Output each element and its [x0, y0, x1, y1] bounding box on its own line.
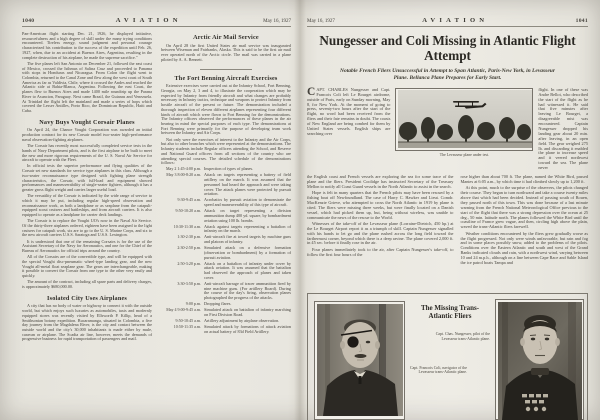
body-right-column — [460, 175, 588, 267]
schedule-row — [161, 308, 291, 317]
heading-navy-corsair: Navy Buys Vought Corsair Planes — [39, 118, 135, 126]
schedule-desc: Simulated attack by formations of attack aviation on actual battery of 83d Field Artillery. — [204, 323, 291, 334]
paragraph: Witnesses of the take-off of the Levasseur plane (Lorraine-Dietrich, 450 hp.) at the Le Bourget Airport report it as a triumph of skill. Captain Nungesser signalled with his hands to let go and the plane rushed across the long field toward the farthermost corner, beyond which there is a deep ravine. The plane covered 2,000 ft. in 45 sec. before it finally rose in the air. — [307, 220, 454, 246]
paragraph: The amount of the contract, including all spare parts and delivery charges, is approximately $680,000.00. — [22, 279, 152, 289]
paragraph: The five planes left San Antonio on December 21, followed the east coast of Mexico, crossed the Isthmus of Salina Cruz and proceeded to Panama with stops in Honduras and Nicaragua. From Colon the flight went to Colombia, returned to the Canal Zone and flew along the west coast of South America as far as Valdivia, Chile, where it crossed the Andes and reached the Atlantic side at Bahia-Blanca, Argentina. Following the east Coast, the planes flew to Buenos Aires and made 1400 mile roundtrip up the Parana River to Asuncion, Paraguay. Next came Brazil, the Guianas and Venezuela. At Trinidad the flight left the mainland and made a series of hops which covered the Lesser Antilles, Porto Rico, the Dominican Republic, Haiti and Cuba. — [22, 60, 152, 114]
coli-portrait-photo — [314, 301, 405, 420]
journal-title: AVIATION — [115, 17, 182, 24]
schedule-row — [161, 225, 291, 234]
intro-column — [307, 88, 390, 171]
journal-title: AVIATION — [422, 17, 489, 24]
paragraph: In official tests the superior performance and flying qualities of the Corsair set new standards for service type airplanes in this class. Although a two-seater reconnaissance type designed with fighting plane strength characteristics, the Corsair, with full-load and equipment showed performances and maneuverability of single-seater fighters, although it has a greater gross flight weight and carries larger useful load. — [22, 163, 152, 193]
schedule-row — [161, 282, 291, 301]
levasseur-plane-photo-image — [398, 90, 532, 148]
schedule-row — [161, 319, 291, 324]
paragraph: On April 24, the Chance Vought Corporation was awarded an initial production contract for its new Corsair model two-seater high-performance naval observation-fighting airplanes. — [22, 127, 152, 142]
paragraph: On April 28 the first United States air mail service was inaugurated between Wiseman and Fairbanks, Alaska. This is said to be the first air mail ever operated north of the Arctic circle. The mail was carried in a plane piloted by A. A. Bennett. — [161, 42, 291, 62]
schedule-time: 10:30-11:30 a.m. — [173, 223, 201, 229]
schedule-desc: Attack against targets representing a battalion of infantry on the march. — [204, 223, 291, 234]
paragraph: Pan-American flight starting Dec. 21, 1926, he displayed initiative, resourcefulness and a high degree of skill under the many trying conditions encountered. Tireless energy, sound judgment and personal courage characterized his contribution to the success of the expedition until Feb. 26, 1927, when, due to an accident at Buenos Aires, Argentina, resulting in the complete destruction of his airplane, he made the supreme sacrifice." — [22, 32, 152, 60]
schedule-row — [161, 262, 291, 281]
schedule-time: 2:30-2:50 p.m. — [177, 245, 201, 251]
intro-right-column: flight. In one of these was Andre Bellot, who described the start of the flight as he had witnessed it. He said that five minutes after leaving Le Bourget, a disagreeable mist was encountered. Captain Nungesser dropped his landing gear about 20 min. after leaving, in an open field. The gear weighed 275 lb. and discarding it enabled the plane to increase speed and it veered northwest toward the sea. The plane never — [538, 86, 588, 171]
left-page-column-2 — [161, 32, 291, 420]
article-top-row — [307, 88, 588, 171]
schedule-desc: Anti-aircraft barrage of tracer ammunition fired by nine machine guns. (For artillery Board). During the course of the day's firing, observation planes photographed the progress of the attacks. — [204, 280, 291, 301]
schedule-time: 1:30-2:30 p.m. — [177, 234, 201, 240]
page-left-header — [22, 0, 291, 27]
issue-date: May 16, 1927 — [307, 19, 335, 24]
schedule-desc: Acrobatics by pursuit aviation to demonstrate the speed and maneuverability of this type of aircraft. — [204, 197, 291, 208]
plane-photo-block — [395, 88, 533, 171]
paragraph: Not only were the exercises of interest to the Infantry and the Air Corps, but also to other branches which were represented at the demonstrations. The Infantry students include Regular officers attending the School, and Reserve and National Guard officers from all sections of the country who are attending special courses. The detailed schedule of the demonstrations follows: — [161, 136, 291, 166]
schedule-row — [161, 246, 291, 260]
schedule-row — [161, 235, 291, 244]
schedule-row — [161, 325, 291, 334]
schedule-time: 9:50-10:20 a.m. — [175, 208, 201, 214]
paragraph: Extensive exercises were carried out at the Infantry School, Fort Benning, Georgia, on May 2, 3 and 4, to illustrate the cooperation which may be expected by Infantry from friendly aircraft and what changes are probably necessary in Infantry tactics, technique and weapons to protect Infantry from hostile aircraft of the present or future. The demonstration included a thorough inspection of eleven different airplanes representing four different kinds of aircraft which were flown to Fort Benning for the demonstrations. The Infantry officers observed the performances of these planes in the air bearing in mind the special purposes of each type. The demonstrations at Fort Benning were primarily for the purpose of developing team work between the Infantry and Air Corps. — [161, 83, 291, 136]
schedule-time: 2:50-3:20 p.m. — [177, 260, 201, 266]
schedule-time: 10:50-11:35 a.m. — [173, 323, 201, 329]
schedule-time: May 2 1:45-4:00 p.m. — [166, 166, 201, 172]
coli-portrait-image — [317, 304, 403, 416]
schedule-time: 3:30-3:50 p.m. — [177, 280, 201, 286]
schedule-desc: Attack on target representing a division ammunition dump 400 yd. square, by bombardment aviation using 100 lb. bombs. — [204, 208, 291, 223]
left-page-columns — [22, 32, 291, 420]
schedule-desc: Artillery adjustment by airplane observation. — [204, 317, 280, 323]
body-left-column — [307, 175, 453, 267]
heading-isolated-city: Isolated City Uses Airplanes — [46, 294, 128, 302]
paragraph: At this point, much to the surprise of the observers, the pilots changed their course. They began to turn northward and take a course twenty miles above that which had been decided. Instead of passing south of Rouen, they passed north of this town. This was done because of a last minute warning from the French National Meteorological Office previous to the start of the flight that there was a strong depression over the ocean at 25 deg., 50 min. latitude north. The planes followed the White Bird until the coastline of France grew vague, and then, circling high above the plain, waved the trans-Atlantic fliers farewell. — [460, 185, 588, 230]
page-right-header — [307, 0, 588, 27]
left-page-column-1 — [22, 32, 152, 420]
schedule-time: 9:50-10:45 a.m. — [175, 317, 201, 323]
page-right — [300, 0, 600, 420]
plane-photo — [395, 88, 533, 151]
issue-date: May 16, 1927 — [263, 19, 291, 24]
article-mid-row — [307, 175, 588, 267]
schedule-time: May 3 8:00-8:20 a.m. — [166, 172, 201, 178]
right-page-flow — [307, 0, 588, 293]
paragraph: Four planes immediately took to the air, after Captain Nungesser's take-off, to follow the first four hours of the — [307, 246, 454, 257]
schedule-desc: Dropping flares. — [204, 301, 232, 307]
paragraph: All of the Corsairs are of the convertible type, and will be equipped with the special Vought disc-pneumatic wheel-type landing gear, and the new Vought all-metal float seaplane gear. The gears are interchangeable, making it possible to convert the Corsair from one type to the other very easily and quickly. — [22, 254, 152, 279]
paragraph: the English coast and French vessels are exploring the sea for some trace of the plane and the fliers. President Coolidge has instructed Secretary of the Treasury Mellon to notify all Coast Guard vessels in the North Atlantic to assist in the search. — [307, 174, 454, 189]
page-number: 1041 — [575, 18, 588, 24]
schedule-row — [161, 173, 291, 197]
schedule-row — [161, 302, 291, 307]
coli-caption: Capt. Francois Coli, navigator of the Levasseur trans-Atlantic plane. — [410, 365, 467, 375]
paragraph: It is understood that one of the remaining Corsairs is for the use of the Assistant Secretary of the Navy for Aeronautics, and one for the Chief of the Bureau of Aeronautics for official trips around the country. — [22, 238, 152, 254]
schedule-row — [161, 167, 291, 172]
schedule-row — [161, 209, 291, 223]
schedule-time: 9:30-9:45 a.m. — [177, 197, 201, 203]
plane-photo-caption: The Levasseur plane under test. — [439, 152, 490, 157]
section-divider-rule — [200, 69, 252, 70]
schedule-time: 9:00 p.m. — [185, 301, 201, 307]
schedule-desc: Attack on targets representing a battery of field artillery on the march. It was assumed that the personnel had heard the approach and were taking cover. The attack planes were protected by pursuit aviation. — [204, 172, 291, 197]
paragraph: Weather conditions encountered by the fliers grew gradually worse as the flight progressed. Not only were winds unfavorable, but rain and fog and in some places possibly snow, added to the problems of the pilots. Conditions over the Eastern Atlantic and south and west of the Grand Banks indicated clouds and rain, with a northwest wind, varying between 10 and 24 m.p.h., although on a line between Cape Race and Sable Island the ice patrol boats Tampa and — [460, 230, 588, 265]
schedule-time: May 4 9:00-9:45 a.m. — [166, 307, 201, 313]
paragraph: The versatility of the Corsair is indicated by the wide range of service to which it may be put, including regular high-speed observation and reconnaissance work, as both a landplane or as seaplane from the catapult-equipped scout cruisers and battleships, and from aircraft carriers. It is also equipped to operate as a landplane for carrier deck landings. — [22, 193, 152, 218]
schedule-row — [161, 198, 291, 207]
paragraph: A city that has no body of water or highway to connect it with the outside world, but which enjoys such luxuries as automobiles, taxis and modernly equipped stores was recently visited by Ellsworth P. Killip, head of a Smithsonian botany expedition. Bucaramanga, situated in Colombia, a five day journey from the Magdalena River, is the city and contact between the outside world and the city's 30,000 inhabitants is made either by mule, caravan or airplane. The Scadta air line, however, meets the demands of progressive business for rapid transportation of passengers and mail. — [22, 303, 152, 342]
article-title: Nungesser and Coli Missing in Atlantic Flight Attempt — [319, 33, 576, 63]
schedule-desc: Simulated attack on battalion of infantry marching on First Division Road. — [204, 307, 291, 317]
schedule-desc: Inspection of types of planes. — [204, 166, 254, 172]
heading-fort-benning: The Fort Benning Aircraft Exercises — [174, 74, 278, 82]
paragraph: The Corsair has recently most successfully completed service tests in the hands of Navy Department pilots, and is the first airplane to be built to meet the new and more rigorous requirements of the U. S. Naval Air Service for aircraft to operate with the Fleet. — [22, 143, 152, 163]
schedule-desc: Simulated attack on a defensive formation (observation or bombardment) by a formation of pursuit aviation. — [204, 245, 291, 260]
paragraph: rose higher than about 700 ft. The plane, named the White Bird, passed Mantes at 6:05 a.m., by which time it had climbed slowly up to 1,200 ft. — [460, 174, 588, 184]
drop-cap: C — [307, 86, 316, 99]
missing-fliers-feature-box — [307, 293, 588, 420]
nungesser-portrait-photo — [495, 299, 584, 420]
page-number: 1040 — [22, 18, 35, 24]
nungesser-portrait-image — [498, 302, 582, 420]
schedule-desc: Anti-aircraft fire at towed targets by machine guns and platoon of infantry. — [204, 234, 291, 245]
missing-fliers-captions — [409, 299, 491, 420]
paragraph: The Corsair is to replace the Vought UO's now in the Naval Air Service. Of the thirty-three airplanes ordered, eighteen have been assigned to the light cruisers for catapult work, six are to go to the U. S. Marine Corps, and six to the new aircraft carriers U.S.S. Saratoga and U.S.S. Lexington. — [22, 218, 152, 238]
nungesser-caption: Capt. Chas. Nungesser, pilot of the Levasseur trans-Atlantic plane. — [435, 331, 490, 341]
page-gutter-shadow — [294, 0, 306, 420]
heading-arctic-mail: Arctic Air Mail Service — [193, 34, 259, 41]
article-subtitle: Notable French Fliers Unsuccessful in Attempt to Span Atlantic, Paris-New York, in Levasseur Plane. Bellanca Plane Prepares for Early Start. — [340, 68, 555, 82]
intro-text: APT. CHARLES Nungesser and Capt. Francois Coli left Le Bourget airdrome, outside of Paris, early on Sunday morning, May 8, for New York. At the moment of going to press, seventy-two hours after the start of the flight, no word had been received from the fliers and their fate remains in doubt. The coasts of New England are being combed for them by United States vessels. English ships are searching over — [307, 86, 391, 136]
missing-fliers-heading: The Missing Trans-Atlantic Fliers — [420, 304, 480, 321]
schedule-desc: Attack on a battalion of infantry under cover by attack aviation. It was assumed that the battalion had observed the approach of planes and taken cover. — [204, 260, 291, 280]
paragraph: Hope is felt in many quarters that the French pilots may have been rescued by a fishing boat off Newfoundland. The case of Harry C. Hawker and Lieut. Comdr. MacKenzie Grieve, who attempted to cross the North Atlantic in 1919 by plane is cited. The fliers were missing three weeks, but were finally located on a Danish vessel, which had picked them up, but, being without wireless, was unable to communicate the news of the rescue to the World. — [307, 190, 454, 220]
